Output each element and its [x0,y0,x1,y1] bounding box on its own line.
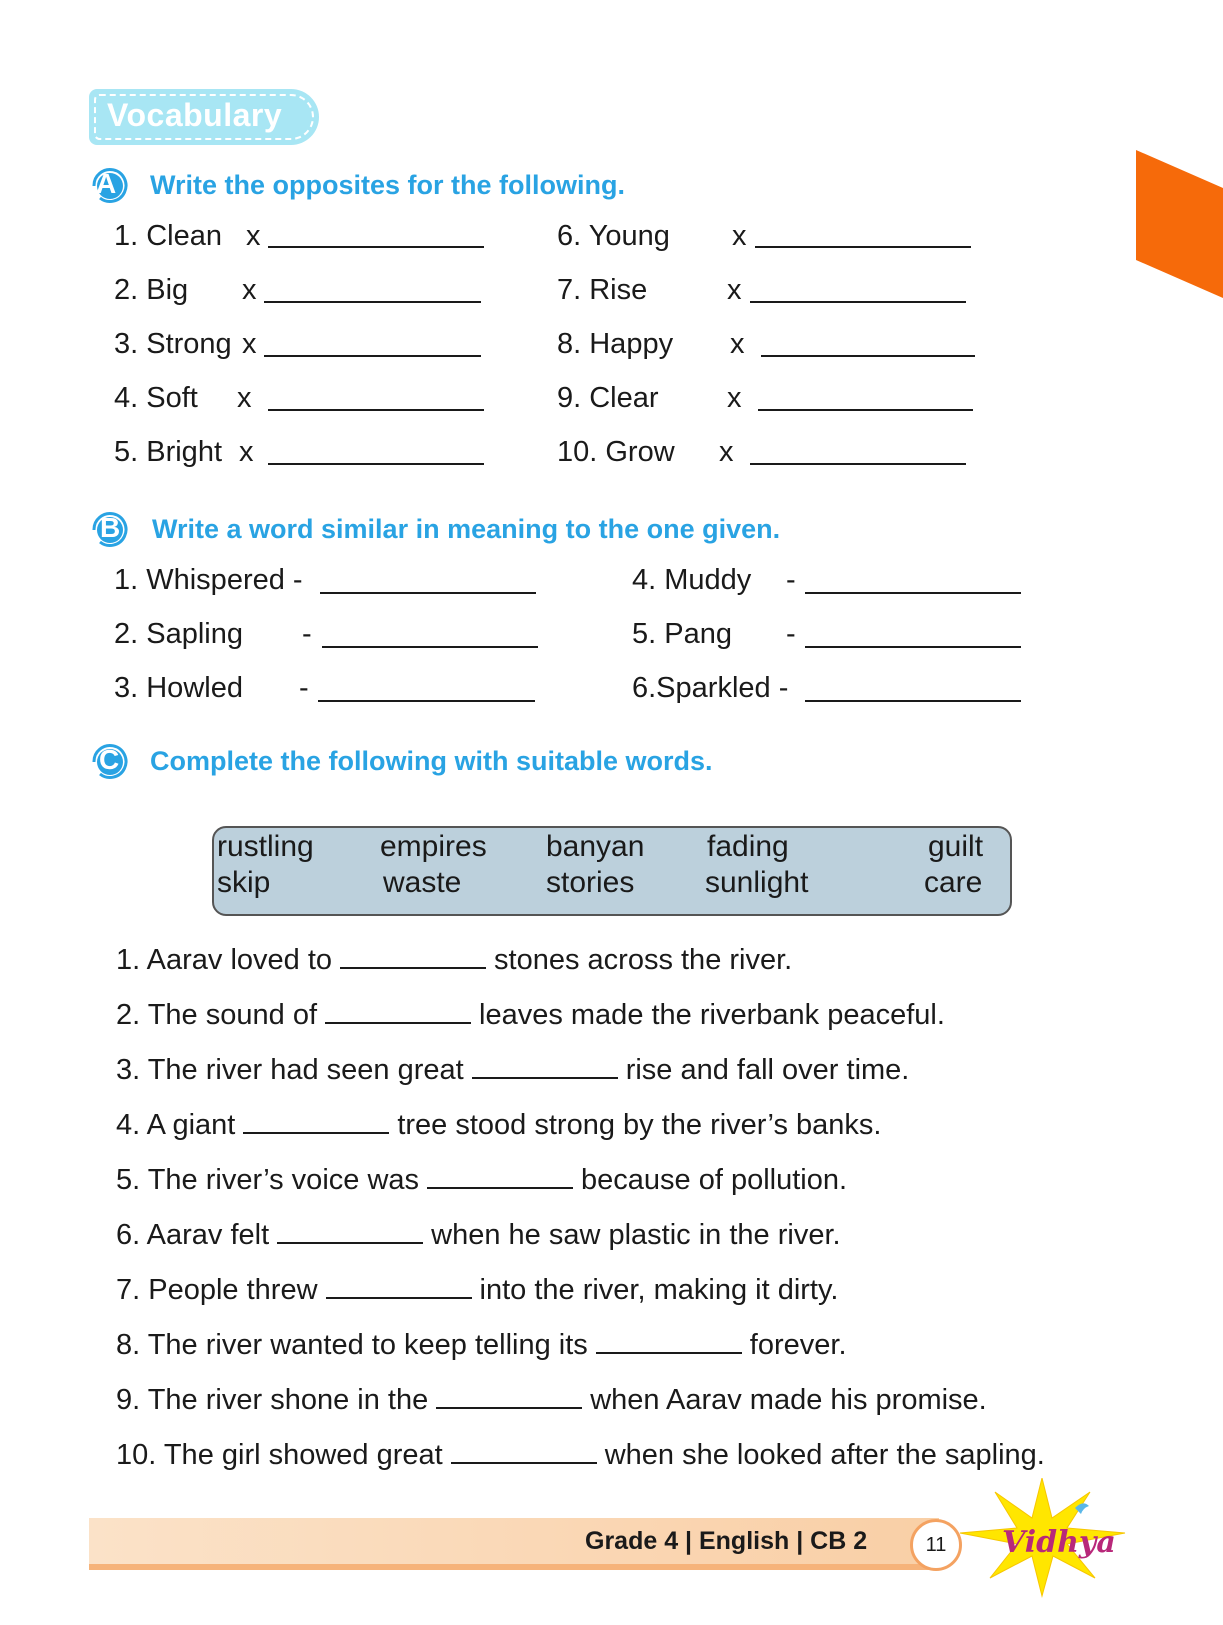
sentence-text: when Aarav made his promise. [590,1384,987,1416]
answer-line[interactable] [805,592,1021,594]
sentence-blank[interactable] [427,1186,573,1189]
opposite-item-2: 2. Big [114,274,189,306]
word-bank-word: stories [546,866,635,899]
similar-dash: - [786,564,796,596]
sentence-text: 6. Aarav felt [116,1219,270,1251]
orange-corner-decoration [1136,150,1223,298]
sentence-text: 9. The river shone in the [116,1384,429,1416]
section-b-heading: Write a word similar in meaning to the one given. [152,514,781,544]
opposite-item-7: 7. Rise [557,274,648,306]
sentence-5 [116,1164,847,1197]
page-number: 11 [925,1534,947,1556]
sentence-8 [116,1329,847,1362]
sentence-text: 4. A giant [116,1109,236,1141]
opposite-item-10: 10. Grow [557,436,675,468]
opposite-marker: x [730,328,745,360]
opposite-item-5: 5. Bright [114,436,222,468]
sentence-text: forever. [749,1329,847,1361]
answer-line[interactable] [805,646,1021,648]
opposite-item-9: 9. Clear [557,382,659,414]
word-bank-word: skip [217,866,271,899]
sentence-text: 1. Aarav loved to [116,944,333,976]
sentence-text: leaves made the riverbank peaceful. [479,999,945,1031]
sentence-blank[interactable] [472,1076,618,1079]
word-bank-word: fading [707,830,789,863]
sentence-7 [116,1274,838,1307]
similar-item-1: 1. Whispered - [114,564,303,596]
sentence-text: when she looked after the sapling. [604,1439,1045,1471]
sentence-text: 10. The girl showed great [116,1439,443,1471]
opposite-marker: x [237,382,252,414]
opposite-marker: x [727,274,742,306]
sentence-text: 2. The sound of [116,999,318,1031]
sentence-6 [116,1219,841,1252]
answer-line[interactable] [755,246,971,248]
word-bank-word: rustling [217,830,314,863]
sentence-9 [116,1384,987,1417]
similar-dash: - [302,618,312,650]
sentence-text: stones across the river. [494,944,793,976]
word-bank-word: waste [383,866,462,899]
opposite-marker: x [732,220,747,252]
opposite-marker: x [727,382,742,414]
section-a-badge-letter: A [96,168,117,199]
similar-dash: - [299,672,309,704]
answer-line[interactable] [322,646,538,648]
answer-line[interactable] [750,301,966,303]
sentence-10 [116,1439,1045,1472]
answer-line[interactable] [268,246,484,248]
footer-bar-accent [89,1564,939,1570]
sentence-text: 8. The river wanted to keep telling its [116,1329,588,1361]
sentence-blank[interactable] [326,1296,472,1299]
section-a-heading: Write the opposites for the following. [150,170,625,200]
sentence-blank[interactable] [277,1241,423,1244]
similar-item-4: 4. Muddy [632,564,752,596]
answer-line[interactable] [318,700,535,702]
brand-logo-text: Vidhya [1002,1525,1116,1560]
section-c-heading: Complete the following with suitable words. [150,746,713,776]
sentence-4 [116,1109,881,1142]
opposite-item-8: 8. Happy [557,328,674,360]
answer-line[interactable] [750,463,966,465]
sentence-text: because of pollution. [581,1164,848,1196]
similar-item-5: 5. Pang [632,618,732,650]
sentence-blank[interactable] [243,1131,389,1134]
sentence-text: rise and fall over time. [625,1054,910,1086]
sentence-text: 5. The river’s voice was [116,1164,420,1196]
section-b-badge-letter: B [100,512,121,543]
similar-dash: - [786,618,796,650]
sentence-blank[interactable] [340,966,486,969]
footer-course-label: Grade 4 | English | CB 2 [585,1527,868,1555]
answer-line[interactable] [320,592,536,594]
opposite-item-6: 6. Young [557,220,670,252]
sentence-3 [116,1054,909,1087]
section-tab [89,89,319,145]
answer-line[interactable] [805,700,1021,702]
opposite-marker: x [242,274,257,306]
opposite-item-1: 1. Clean [114,220,223,252]
opposite-item-3: 3. Strong [114,328,232,360]
word-bank-word: sunlight [705,866,809,899]
word-bank-word: guilt [928,830,984,863]
answer-line[interactable] [758,409,973,411]
sentence-blank[interactable] [325,1021,471,1024]
answer-line[interactable] [264,355,481,357]
answer-line[interactable] [268,463,484,465]
sentence-blank[interactable] [436,1406,582,1409]
sentence-text: 7. People threw [116,1274,318,1306]
sentence-text: tree stood strong by the river’s banks. [397,1109,882,1141]
answer-line[interactable] [761,355,975,357]
sentence-text: 3. The river had seen great [116,1054,464,1086]
section-c-badge-letter: C [99,744,120,775]
word-bank-word: banyan [546,830,645,863]
similar-item-3: 3. Howled [114,672,243,704]
word-bank-word: care [924,866,983,899]
word-bank-word: empires [380,830,487,863]
sentence-1 [116,944,792,977]
opposite-marker: x [719,436,734,468]
opposite-marker: x [242,328,257,360]
answer-line[interactable] [264,301,481,303]
opposite-item-4: 4. Soft [114,382,198,414]
sentence-2 [116,999,945,1032]
sentence-text: into the river, making it dirty. [479,1274,839,1306]
similar-item-6: 6.Sparkled - [632,672,789,704]
opposite-marker: x [246,220,261,252]
similar-item-2: 2. Sapling [114,618,243,650]
opposite-marker: x [239,436,254,468]
sentence-blank[interactable] [451,1461,597,1464]
section-title: Vocabulary [107,97,283,133]
sentence-blank[interactable] [596,1351,742,1354]
answer-line[interactable] [268,409,484,411]
sentence-text: when he saw plastic in the river. [431,1219,841,1251]
